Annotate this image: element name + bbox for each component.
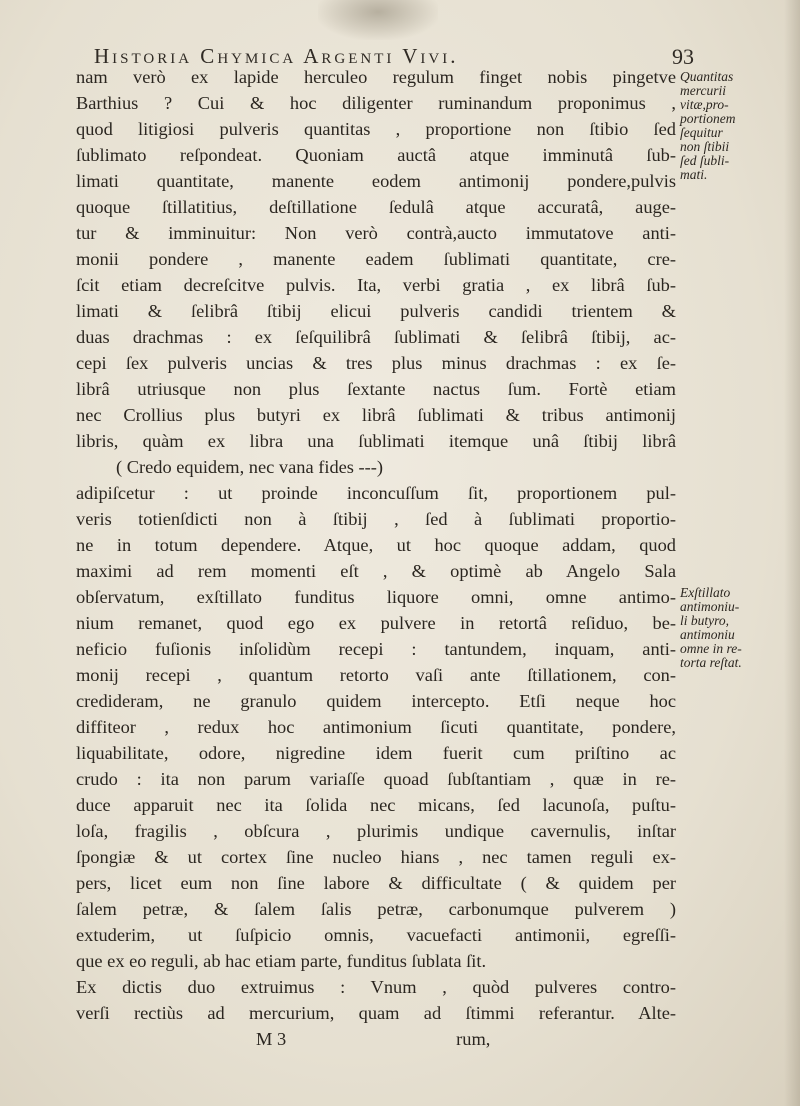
- margin-note-quantitas: [680, 70, 780, 182]
- text-line: verſi rectiùs ad mercurium, quam ad ſtimmi referantur. Alte-: [76, 1003, 676, 1023]
- margin-note-line: antimoniu-: [680, 599, 740, 614]
- text-line: credideram, ne granulo quidem intercepto. Etſi neque hoc: [76, 691, 676, 711]
- margin-note-line: li butyro,: [680, 613, 729, 628]
- text-line: ne in totum dependere. Atque, ut hoc quoque addam, quod: [76, 535, 676, 555]
- text-line: librâ utriusque non plus ſextante nactus ſum. Fortè etiam: [76, 379, 676, 399]
- ink-stain: [318, 0, 438, 40]
- text-line: ſcit etiam decreſcitve pulvis. Ita, verbi gratia , ex librâ ſub-: [76, 275, 676, 295]
- margin-note-line: mati.: [680, 167, 708, 182]
- text-line: ſublimato reſpondeat. Quoniam auctâ atque imminutâ ſub-: [76, 145, 676, 165]
- text-line: crudo : ita non parum variaſſe quoad ſubſtantiam , quæ in re-: [76, 769, 676, 789]
- running-title: Historia Chymica Argenti Vivi.: [94, 44, 459, 68]
- text-line: duce apparuit nec ita ſolida nec micans, ſed lacunoſa, puſtu-: [76, 795, 676, 815]
- margin-note-line: portionem: [680, 111, 736, 126]
- catchword: rum,: [456, 1029, 491, 1049]
- margin-note-line: mercurii: [680, 83, 726, 98]
- text-line: limati & ſelibrâ ſtibij elicui pulveris candidi trientem &: [76, 301, 676, 321]
- text-line: nam verò ex lapide herculeo regulum finget nobis pingetve: [76, 67, 676, 87]
- text-line: quod litigiosi pulveris quantitas , proportione non ſtibio ſed: [76, 119, 676, 139]
- text-line: monij recepi , quantum retorto vaſi ante ſtillationem, con-: [76, 665, 676, 685]
- page-number: 93: [672, 44, 694, 69]
- text-line: tur & imminuitur: Non verò contrà,aucto immutatove anti-: [76, 223, 676, 243]
- text-line: adipiſcetur : ut proinde inconcuſſum ſit, proportionem pul-: [76, 483, 676, 503]
- text-line: que ex eo reguli, ab hac etiam parte, funditus ſublata ſit.: [76, 951, 487, 971]
- text-line: maximi ad rem momenti eſt , & optimè ab Angelo Sala: [76, 561, 676, 581]
- catchline: [76, 1026, 676, 1052]
- text-line: loſa, fragilis , obſcura , plurimis undique cavernulis, inſtar: [76, 821, 676, 841]
- text-line: Barthius ? Cui & hoc diligenter ruminandum proponimus ,: [76, 93, 676, 113]
- text-line: libris, quàm ex libra una ſublimati itemque unâ ſtibij librâ: [76, 431, 676, 451]
- text-line: liquabilitate, odore, nigredine idem fuerit cum priſtino ac: [76, 743, 676, 763]
- main-text-block: [76, 64, 676, 1052]
- text-line: quoque ſtillatitius, deſtillatione ſedulâ atque accuratâ, auge-: [76, 197, 676, 217]
- page-edge-shadow: [784, 0, 800, 1106]
- text-line: limati quantitate, manente eodem antimonij pondere,pulvis: [76, 171, 676, 191]
- text-line: monii pondere , manente eadem ſublimati quantitate, cre-: [76, 249, 676, 269]
- text-line: ſpongiæ & ut cortex ſine nucleo hians , nec tamen reguli ex-: [76, 847, 676, 867]
- text-line: diffiteor , redux hoc antimonium ſicuti quantitate, pondere,: [76, 717, 676, 737]
- margin-note-line: vitæ,pro-: [680, 97, 729, 112]
- text-line: veris totienſdicti non à ſtibij , ſed à ſublimati proportio-: [76, 509, 676, 529]
- text-line: extuderim, ut ſuſpicio omnis, vacuefacti antimonii, egreſſi-: [76, 925, 676, 945]
- text-line: cepi ſex pulveris uncias & tres plus minus drachmas : ex ſe-: [76, 353, 676, 373]
- margin-note-line: non ſtibii: [680, 139, 730, 154]
- text-line: nium remanet, quod ego ex pulvere in retortâ reſiduo, be-: [76, 613, 676, 633]
- margin-note-line: antimoniu: [680, 627, 735, 642]
- text-line: obſervatum, exſtillato funditus liquore omni, omne antimo-: [76, 587, 676, 607]
- margin-note-line: ſed ſubli-: [680, 153, 730, 168]
- text-line: duas drachmas : ex ſeſquilibrâ ſublimati & ſelibrâ ſtibij, ac-: [76, 327, 676, 347]
- signature-mark: M 3: [256, 1029, 287, 1049]
- text-line: ſalem petræ, & ſalem ſalis petræ, carbonumque pulverem ): [76, 899, 676, 919]
- margin-note-line: ſequitur: [680, 125, 723, 140]
- margin-note-exstillato: [680, 586, 780, 670]
- margin-note-line: Quantitas: [680, 69, 734, 84]
- margin-note-line: omne in re-: [680, 641, 742, 656]
- text-line: nec Crollius plus butyri ex librâ ſublimati & tribus antimonij: [76, 405, 676, 425]
- text-line: neficio fuſionis inſolidùm recepi : tantundem, inquam, anti-: [76, 639, 676, 659]
- text-line: ( Credo equidem, nec vana fides ---): [116, 457, 384, 477]
- margin-note-line: torta reſtat.: [680, 655, 742, 670]
- margin-note-line: Exſtillato: [680, 585, 731, 600]
- text-line: Ex dictis duo extruimus : Vnum , quòd pulveres contro-: [76, 977, 676, 997]
- text-line: pers, licet eum non ſine labore & difficultate ( & quidem per: [76, 873, 676, 893]
